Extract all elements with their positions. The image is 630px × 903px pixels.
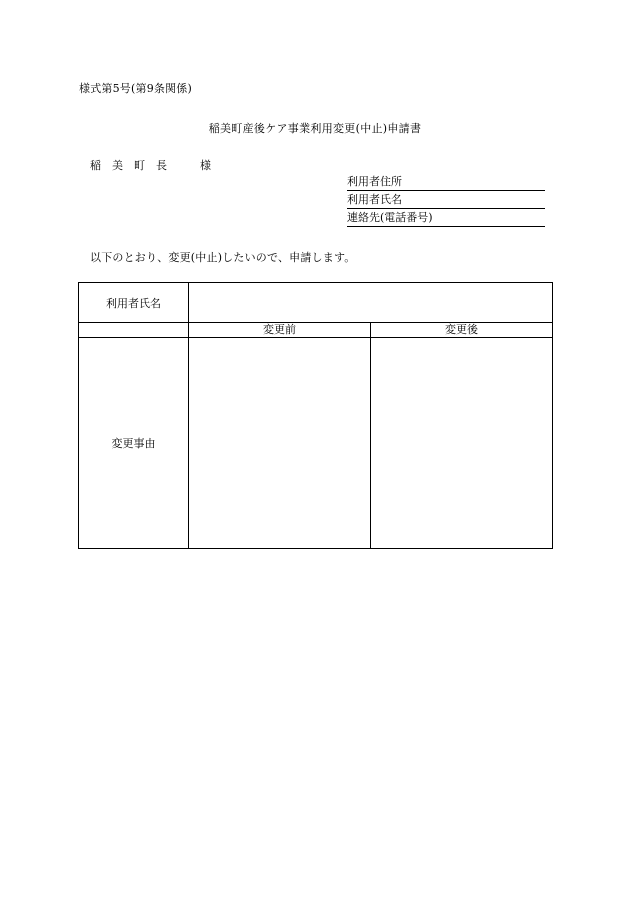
form-number: 様式第5号(第9条関係): [79, 82, 192, 95]
addressee: 稲 美 町 長 様: [90, 159, 211, 172]
after-change-cell[interactable]: [371, 338, 553, 549]
change-request-table: [78, 282, 553, 549]
user-name-row: [79, 283, 553, 323]
applicant-fields: [347, 174, 545, 228]
before-change-cell[interactable]: [189, 338, 371, 549]
page-title: 稲美町産後ケア事業利用変更(中止)申請書: [208, 122, 422, 135]
before-change-header: 変更前: [189, 323, 371, 338]
change-reason-label: 変更事由: [79, 338, 189, 549]
change-reason-row: [79, 338, 553, 549]
intro-text: 以下のとおり、変更(中止)したいので、申請します。: [90, 251, 356, 264]
applicant-address-field[interactable]: 利用者住所: [347, 174, 545, 191]
header-blank-cell: [79, 323, 189, 338]
after-change-header: 変更後: [371, 323, 553, 338]
applicant-phone-field[interactable]: 連絡先(電話番号): [347, 210, 545, 227]
user-name-label: 利用者氏名: [79, 283, 189, 323]
user-name-cell[interactable]: [189, 283, 553, 323]
applicant-name-field[interactable]: 利用者氏名: [347, 192, 545, 209]
column-header-row: [79, 323, 553, 338]
